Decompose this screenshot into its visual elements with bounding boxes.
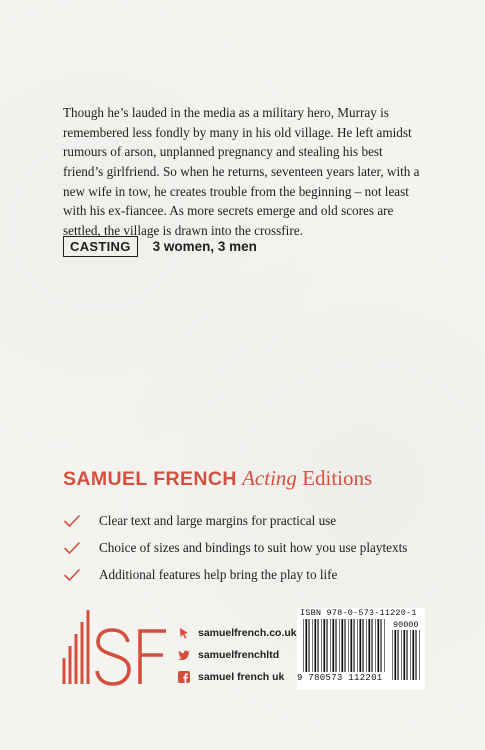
barcode-bar bbox=[321, 619, 322, 672]
barcode-bar bbox=[359, 619, 361, 672]
website-text: samuelfrench.co.uk bbox=[198, 627, 297, 639]
barcode-bar bbox=[305, 619, 307, 672]
list-item bbox=[63, 534, 407, 561]
barcode-bar bbox=[394, 630, 396, 680]
barcode-main bbox=[303, 619, 386, 672]
price-code-text: 90000 bbox=[393, 620, 419, 630]
barcode-bar bbox=[403, 630, 405, 680]
barcode-bar bbox=[410, 630, 411, 680]
facebook-icon bbox=[178, 671, 190, 683]
list-item bbox=[63, 507, 407, 534]
twitter-text: samuelfrenchltd bbox=[198, 649, 280, 661]
casting-row bbox=[63, 236, 257, 257]
barcode-bar bbox=[312, 619, 313, 672]
barcode-bar bbox=[339, 619, 340, 672]
feature-text: Clear text and large margins for practical use bbox=[99, 512, 337, 528]
series-editions: Editions bbox=[302, 466, 373, 490]
barcode-bar bbox=[419, 630, 420, 680]
barcode-bar bbox=[366, 619, 367, 672]
barcode-bar bbox=[341, 619, 343, 672]
barcode-bar bbox=[368, 619, 370, 672]
list-item bbox=[63, 561, 407, 588]
barcode-bar bbox=[375, 619, 376, 672]
feature-text: Additional features help bring the play to life bbox=[99, 566, 338, 582]
barcode-bar bbox=[353, 619, 354, 672]
series-acting: Acting bbox=[242, 466, 297, 490]
social-links bbox=[178, 622, 297, 688]
barcode-bar bbox=[357, 619, 358, 672]
barcode-bar bbox=[384, 619, 385, 672]
barcode-bar bbox=[344, 619, 345, 672]
barcode-bar bbox=[401, 630, 402, 680]
barcode-bar bbox=[332, 619, 334, 672]
barcode-bar bbox=[314, 619, 316, 672]
casting-label: CASTING bbox=[63, 236, 138, 257]
barcode-bar bbox=[330, 619, 331, 672]
barcode-bar bbox=[415, 630, 416, 680]
casting-value: 3 women, 3 men bbox=[152, 239, 257, 254]
barcode-bar bbox=[362, 619, 363, 672]
barcode-bar bbox=[412, 630, 414, 680]
barcode-bar bbox=[392, 630, 393, 680]
ean-digits: 9 780573 112201 bbox=[297, 673, 383, 683]
barcode-bar bbox=[335, 619, 336, 672]
twitter-link[interactable] bbox=[178, 644, 297, 666]
barcode-bar bbox=[326, 619, 327, 672]
barcode-bar bbox=[317, 619, 318, 672]
barcode-bar bbox=[308, 619, 309, 672]
cursor-icon bbox=[178, 627, 190, 639]
barcode-addon bbox=[392, 630, 422, 680]
feature-text: Choice of sizes and bindings to suit how you use playtexts bbox=[99, 539, 408, 555]
barcode-bar bbox=[397, 630, 398, 680]
facebook-link[interactable] bbox=[178, 666, 297, 688]
feature-list bbox=[63, 507, 407, 588]
check-icon bbox=[63, 541, 81, 555]
barcode-bar bbox=[406, 630, 407, 680]
barcode-bar bbox=[323, 619, 325, 672]
check-icon bbox=[63, 568, 81, 582]
samuel-french-logo bbox=[62, 608, 170, 686]
barcode-bar bbox=[348, 619, 349, 672]
barcode-bar bbox=[303, 619, 304, 672]
isbn-text: ISBN 978-0-573-11220-1 bbox=[300, 608, 417, 618]
barcode-bar bbox=[380, 619, 381, 672]
series-title bbox=[63, 466, 372, 491]
barcode-bar bbox=[350, 619, 352, 672]
twitter-icon bbox=[178, 649, 190, 661]
series-brand: SAMUEL FRENCH bbox=[63, 468, 237, 490]
check-icon bbox=[63, 514, 81, 528]
blurb-text: Though he’s lauded in the media as a military hero, Murray is remembered less fondly by many in his old village. He left amidst rumours of arson, unplanned pregnancy and stealing his best friend’s girlfriend. So when he returns, seventeen years later, with a new wife in tow, he creates trouble from the beginning – not least with his ex-fiancee. As more secrets emerge and old scores are settled, the village is drawn into the crossfire. bbox=[63, 105, 420, 238]
facebook-text: samuel french uk bbox=[198, 671, 285, 683]
barcode-bar bbox=[377, 619, 379, 672]
website-link[interactable] bbox=[178, 622, 297, 644]
barcode-bar bbox=[371, 619, 372, 672]
